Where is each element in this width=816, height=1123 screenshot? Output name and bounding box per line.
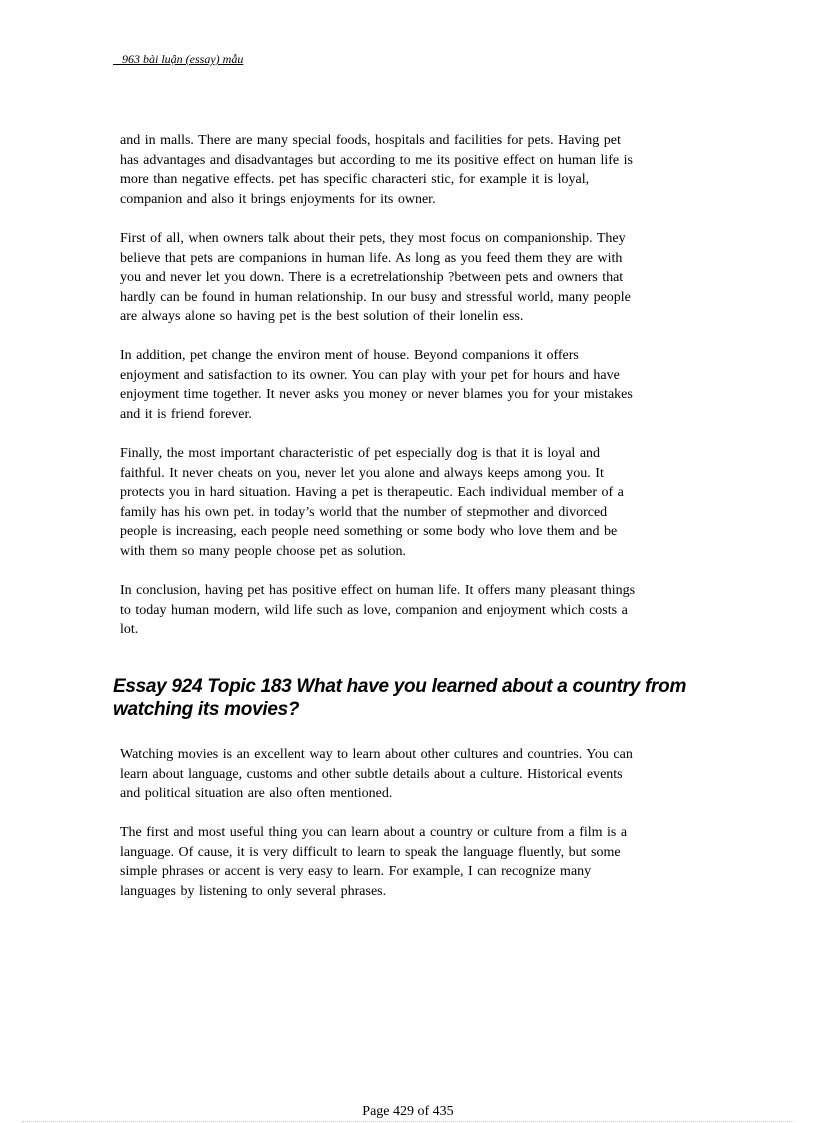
text-line: family has his own pet. in today’s world that the number of stepmother and divorced (120, 504, 608, 520)
essay-paragraph-2 (120, 823, 700, 901)
text-line: hardly can be found in human relationship. In our busy and stressful world, many people (120, 289, 631, 305)
text-line: Finally, the most important characteristic of pet especially dog is that it is loyal and (120, 446, 601, 461)
paragraph-4 (120, 444, 700, 562)
text-line: languages by listening to only several phrases. (120, 883, 387, 899)
essay-paragraph-1 (120, 745, 700, 804)
running-header: 963 bài luận (essay) mẫu (113, 52, 244, 66)
text-line: and it is friend forever. (120, 406, 252, 422)
text-line: you and never let you down. There is a ecretrelationship ?between pets and owners that (120, 270, 624, 286)
paragraph-1 (120, 131, 700, 209)
text-line: First of all, when owners talk about their pets, they most focus on companionship. They (120, 231, 626, 246)
text-line: learn about language, customs and other subtle details about a culture. Historical events (120, 766, 623, 782)
text-line: In conclusion, having pet has positive effect on human life. It offers many pleasant things (120, 583, 636, 598)
text-line: faithful. It never cheats on you, never let you alone and always keeps among you. It (120, 465, 604, 481)
heading-line: Essay 924 Topic 183 What have you learned about a country from (113, 676, 687, 697)
text-line: The first and most useful thing you can learn about a country or culture from a film is a (120, 825, 628, 840)
text-line: with them so many people choose pet as solution. (120, 543, 407, 559)
text-line: lot. (120, 622, 139, 638)
paragraph-5 (120, 581, 700, 640)
text-line: and in malls. There are many special foods, hospitals and facilities for pets. Having pet (120, 133, 621, 148)
essay-heading (113, 675, 733, 721)
text-line: more than negative effects. pet has specific characteri stic, for example it is loyal, (120, 172, 590, 188)
text-line: enjoyment time together. It never asks you money or never blames you for your mistakes (120, 387, 633, 403)
footer-divider (22, 1121, 794, 1122)
text-line: and political situation are also often mentioned. (120, 786, 393, 802)
text-line: simple phrases or accent is very easy to learn. For example, I can recognize many (120, 864, 592, 880)
text-line: are always alone so having pet is the best solution of their lonelin ess. (120, 309, 524, 325)
text-line: to today human modern, wild life such as love, companion and enjoyment which costs a (120, 602, 628, 618)
text-line: people is increasing, each people need something or some body who love them and be (120, 524, 618, 540)
paragraph-2 (120, 229, 700, 327)
text-line: language. Of cause, it is very difficult to learn to speak the language fluently, but some (120, 844, 621, 860)
page-number: Page 429 of 435 (362, 1104, 454, 1119)
paragraph-3 (120, 346, 700, 424)
text-line: In addition, pet change the environ ment of house. Beyond companions it offers (120, 348, 579, 363)
heading-line: watching its movies? (113, 699, 300, 720)
text-line: enjoyment and satisfaction to its owner. You can play with your pet for hours and have (120, 367, 620, 383)
text-line: Watching movies is an excellent way to learn about other cultures and countries. You can (120, 747, 633, 762)
text-line: companion and also it brings enjoyments for its owner. (120, 191, 436, 207)
text-line: believe that pets are companions in human life. As long as you feed them they are with (120, 250, 623, 266)
text-line: has advantages and disadvantages but according to me its positive effect on human life is (120, 152, 633, 168)
text-line: protects you in hard situation. Having a pet is therapeutic. Each individual member of a (120, 485, 624, 501)
